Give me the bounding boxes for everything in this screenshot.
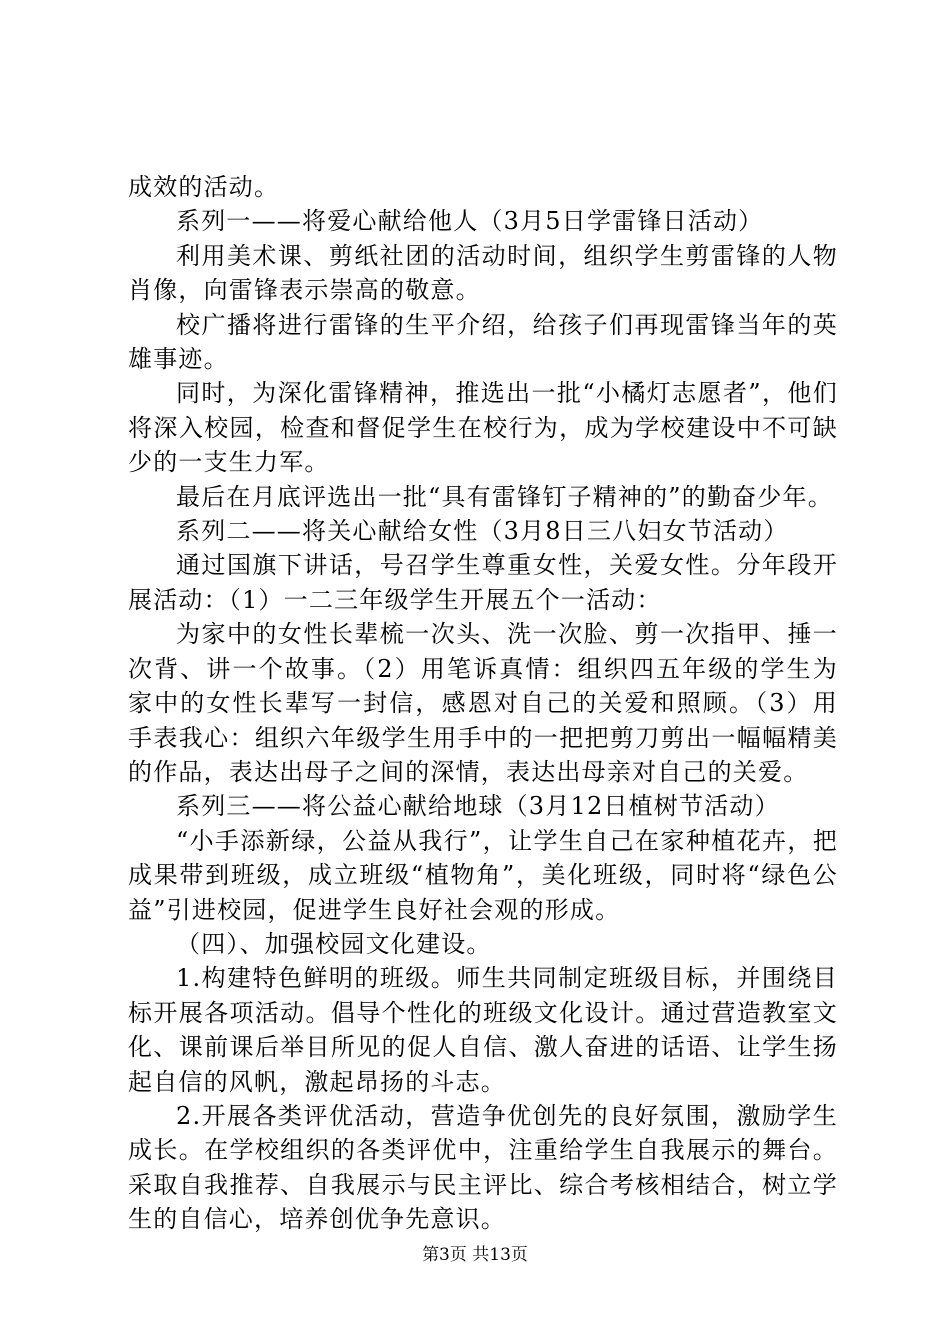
paragraph: 利用美术课、剪纸社团的活动时间，组织学生剪雷锋的人物肖像，向雷锋表示崇高的敬意。 — [128, 241, 838, 305]
paragraph: 系列二——将关心献给女性（3月8日三八妇女节活动） — [176, 517, 789, 546]
paragraph: 校广播将进行雷锋的生平介绍，给孩子们再现雷锋当年的英雄事迹。 — [128, 310, 838, 374]
paragraph: 同时，为深化雷锋精神，推选出一批“小橘灯志愿者”，他们将深入校园，检查和督促学生在校行为，成为学校建设中不可缺少的一支生力军。 — [128, 379, 838, 477]
paragraph: 成效的活动。 — [128, 173, 280, 201]
document-body — [128, 170, 838, 1237]
paragraph: 最后在月底评选出一批“具有雷锋钉子精神的”的勤奋少年。 — [176, 482, 833, 511]
paragraph: 通过国旗下讲话，号召学生尊重女性，关爱女性。分年段开展活动：（1）一二三年级学生开展五个一活动： — [128, 551, 838, 614]
paragraph: （四）、加强校园文化建设。 — [176, 929, 492, 958]
paragraph: 2.开展各类评优活动，营造争优创先的良好氛围，激励学生成长。在学校组织的各类评优中，注重给学生自我展示的舞台。采取自我推荐、自我展示与民主评比、综合考核相结合，树立学生的自信心，培养创优争先意识。 — [128, 1101, 838, 1234]
paragraph: 1.构建特色鲜明的班级。师生共同制定班级目标，并围绕目标开展各项活动。倡导个性化的班级文化设计。通过营造教室文化、课前课后举目所见的促人自信、激人奋进的话语、让学生扬起自信的风帆，激起昂扬的斗志。 — [128, 964, 838, 1096]
paragraph: “小手添新绿，公益从我行”，让学生自己在家种植花卉，把成果带到班级，成立班级“植物角”，美化班级，同时将“绿色公益”引进校园，促进学生良好社会观的形成。 — [128, 826, 838, 924]
paragraph: 为家中的女性长辈梳一次头、洗一次脸、剪一次指甲、捶一次背、讲一个故事。（2）用笔诉真情：组织四五年级的学生为家中的女性长辈写一封信，感恩对自己的关爱和照顾。（3）用手表我心：组织六年级学生用手中的一把把剪刀剪出一幅幅精美的作品，表达出母子之间的深情，表达出母亲对自己的关爱。 — [128, 620, 838, 786]
page-footer — [0, 1240, 950, 1265]
paragraph: 系列三——将公益心献给地球（3月12日植树节活动） — [176, 792, 780, 821]
paragraph: 系列一——将爱心献给他人（3月5日学雷锋日活动） — [176, 207, 764, 236]
page-number-label: 第3页 共13页 — [422, 1245, 528, 1265]
